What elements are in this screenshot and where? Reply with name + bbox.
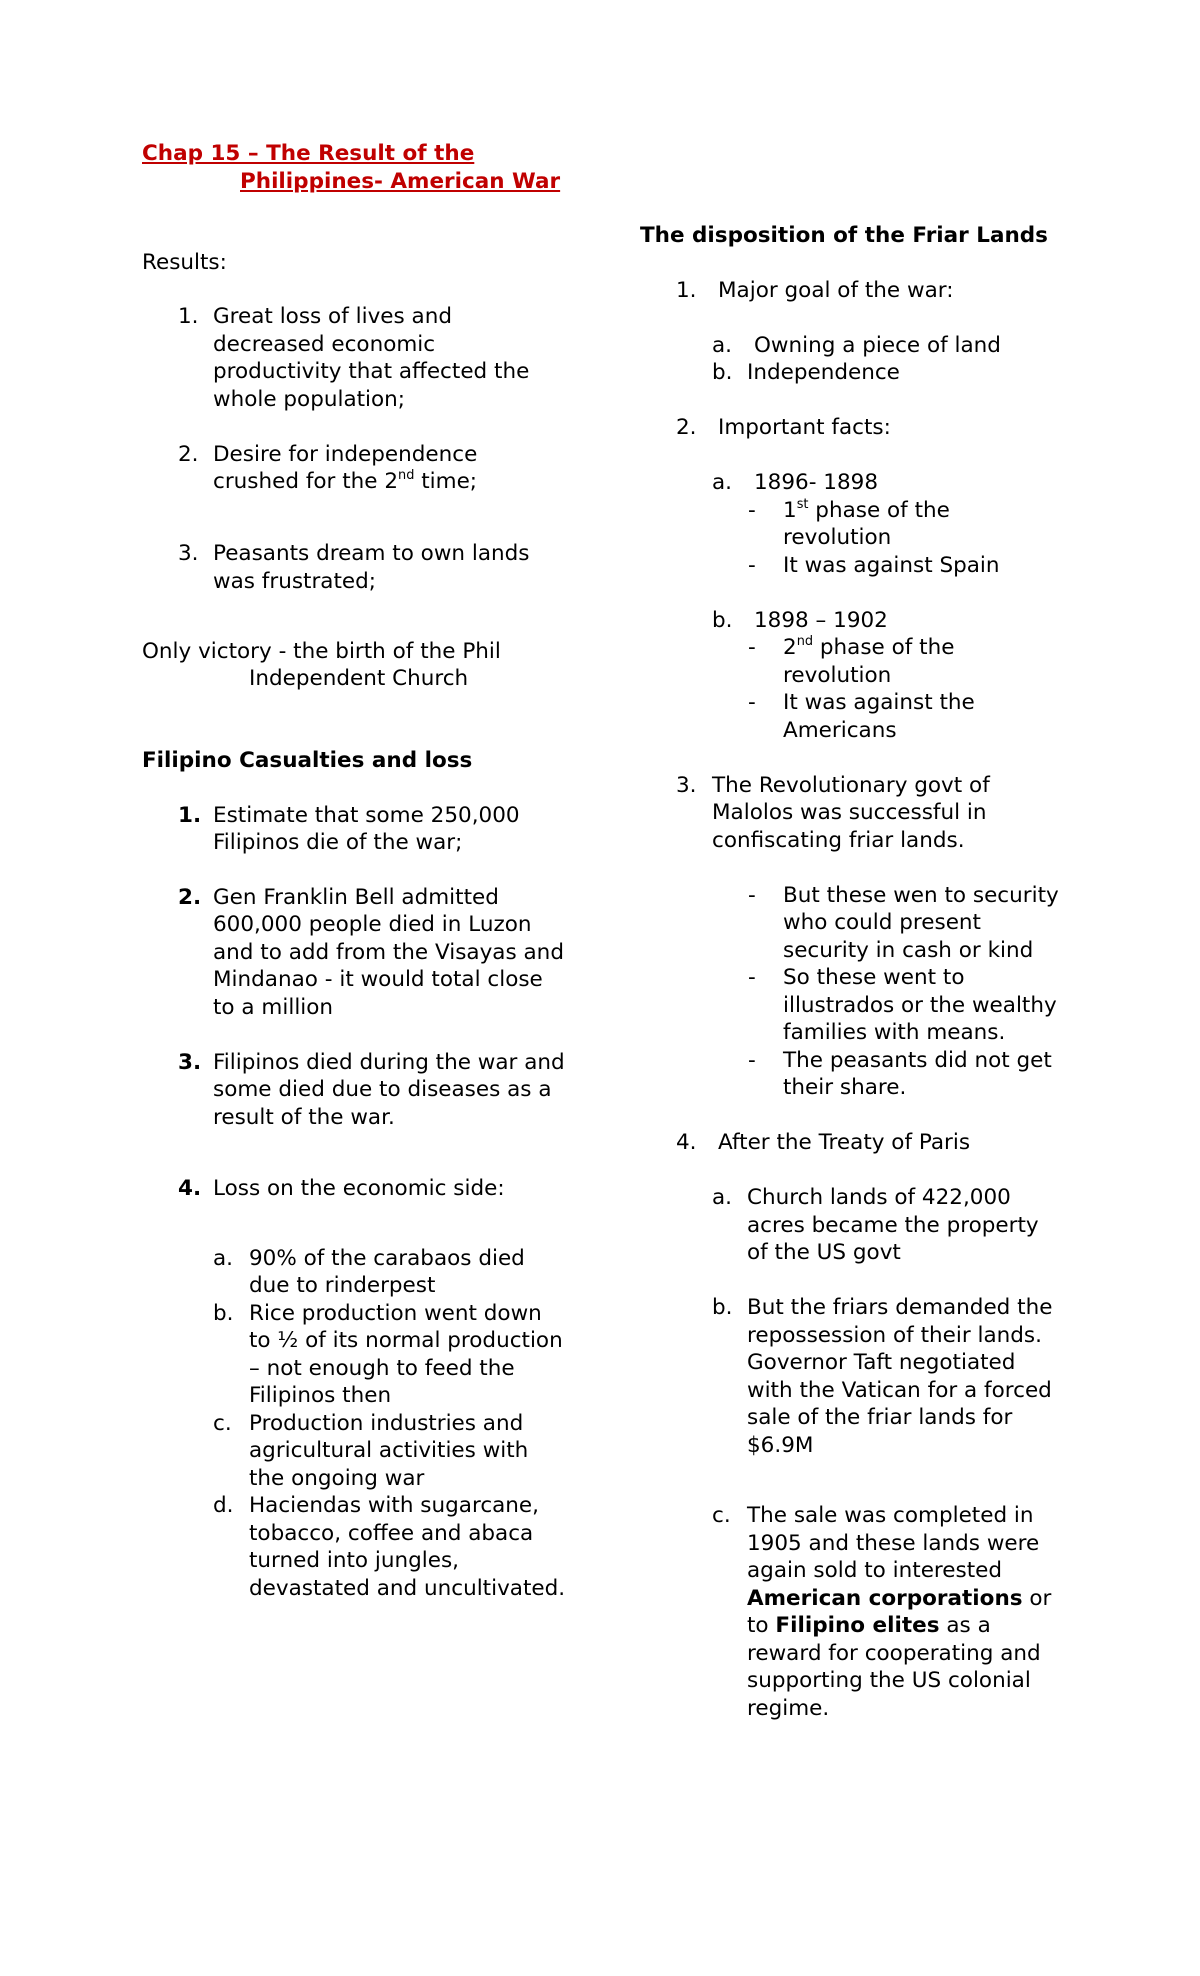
dash: - — [748, 498, 756, 523]
casualties-num-3: 3. — [178, 1050, 202, 1075]
friar-2-a-dash2: It was against Spain — [783, 553, 1000, 578]
results-item-1-line-3: productivity that affected the — [213, 359, 530, 384]
dash: - — [748, 635, 756, 660]
friar-3-dash1-line1: But these wen to security — [783, 883, 1059, 908]
page-title-line-1: Chap 15 – The Result of the — [142, 141, 475, 166]
friar-2-a-text: 1896- 1898 — [754, 470, 879, 495]
friar-3-dash3-line2: their share. — [783, 1075, 907, 1100]
casualties-num-1: 1. — [178, 803, 202, 828]
casualties-item-2-line-2: 600,000 people died in Luzon — [213, 912, 532, 937]
friar-3-line2: Malolos was successful in — [712, 800, 987, 825]
victory-line-2: Independent Church — [249, 666, 469, 691]
casualties-heading: Filipino Casualties and loss — [142, 748, 473, 773]
casualties-item-2-line-5: to a million — [213, 995, 334, 1020]
casualties-item-1-line-1: Estimate that some 250,000 — [213, 803, 520, 828]
friar-2-b-dash2-line1: It was against the — [783, 690, 975, 715]
friar-4-letter-c: c. — [712, 1503, 731, 1528]
casualties-item-3-line-2: some died due to diseases as a — [213, 1077, 552, 1102]
friar-3-dash3-line1: The peasants did not get — [783, 1048, 1052, 1073]
economic-b-line-3: – not enough to feed the — [249, 1356, 515, 1381]
friar-item-2: Important facts: — [718, 415, 891, 440]
friar-num-2: 2. — [676, 415, 697, 440]
economic-b-line-1: Rice production went down — [249, 1301, 542, 1326]
casualties-num-2: 2. — [178, 885, 202, 910]
friar-3-dash2-line1: So these went to — [783, 965, 965, 990]
economic-b-line-4: Filipinos then — [249, 1383, 392, 1408]
casualties-item-4-line-1: Loss on the economic side: — [213, 1176, 505, 1201]
results-num-1: 1. — [178, 304, 199, 329]
economic-a-line-1: 90% of the carabaos died — [249, 1246, 525, 1271]
friar-2-b-dash1-line2: revolution — [783, 663, 892, 688]
friar-2-a-dash1-line1: 1st phase of the — [783, 496, 950, 523]
friar-item-4: After the Treaty of Paris — [718, 1130, 971, 1155]
casualties-item-3-line-1: Filipinos died during the war and — [213, 1050, 565, 1075]
friar-2-b-text: 1898 – 1902 — [754, 608, 888, 633]
friar-3-dash1-line3: security in cash or kind — [783, 938, 1034, 963]
friar-4-letter-b: b. — [712, 1295, 733, 1320]
friar-4-c-line7: supporting the US colonial — [747, 1668, 1031, 1693]
victory-line-1: Only victory - the birth of the Phil — [142, 639, 501, 664]
friar-item-1: Major goal of the war: — [718, 278, 954, 303]
results-item-3-line-1: Peasants dream to own lands — [213, 541, 530, 566]
results-num-2: 2. — [178, 442, 199, 467]
friar-2-letter-a: a. — [712, 470, 733, 495]
friar-3-dash1-line2: who could present — [783, 910, 981, 935]
friar-4-b-line5: sale of the friar lands for — [747, 1405, 1013, 1430]
dash: - — [748, 690, 756, 715]
friar-4-b-line1: But the friars demanded the — [747, 1295, 1053, 1320]
economic-letter-b: b. — [213, 1301, 234, 1326]
economic-c-line-2: agricultural activities with — [249, 1438, 529, 1463]
results-item-1-line-4: whole population; — [213, 387, 406, 412]
friar-2-b-dash1-line1: 2nd phase of the — [783, 633, 955, 660]
friar-4-b-line2: repossession of their lands. — [747, 1323, 1042, 1348]
casualties-item-2-line-3: and to add from the Visayas and — [213, 940, 564, 965]
economic-c-line-1: Production industries and — [249, 1411, 524, 1436]
friar-2-letter-b: b. — [712, 608, 733, 633]
friar-4-a-line1: Church lands of 422,000 — [747, 1185, 1011, 1210]
friar-4-a-line3: of the US govt — [747, 1240, 901, 1265]
friar-2-a-dash1-line2: revolution — [783, 525, 892, 550]
friar-num-1: 1. — [676, 278, 697, 303]
economic-letter-c: c. — [213, 1411, 232, 1436]
economic-d-line-2: tobacco, coffee and abaca — [249, 1521, 534, 1546]
economic-d-line-4: devastated and uncultivated. — [249, 1576, 566, 1601]
friar-3-line3: confiscating friar lands. — [712, 828, 965, 853]
friar-4-c-line4: American corporations or — [747, 1586, 1052, 1611]
friar-1-letter-b: b. — [712, 360, 733, 385]
results-num-3: 3. — [178, 541, 199, 566]
friar-3-line1: The Revolutionary govt of — [712, 773, 990, 798]
friar-4-c-line2: 1905 and these lands were — [747, 1531, 1040, 1556]
friar-4-b-line3: Governor Taft negotiated — [747, 1350, 1016, 1375]
friar-3-dash2-line2: illustrados or the wealthy — [783, 993, 1057, 1018]
friar-4-b-line6: $6.9M — [747, 1433, 814, 1458]
casualties-item-3-line-3: result of the war. — [213, 1105, 395, 1130]
friar-1-letter-a: a. — [712, 333, 733, 358]
friar-4-b-line4: with the Vatican for a forced — [747, 1378, 1052, 1403]
friar-4-c-line6: reward for cooperating and — [747, 1641, 1041, 1666]
friar-3-dash2-line3: families with means. — [783, 1020, 1006, 1045]
results-item-2-line-2: crushed for the 2nd time; — [213, 467, 478, 494]
casualties-num-4: 4. — [178, 1176, 202, 1201]
page-title-line-2: Philippines- American War — [240, 169, 561, 194]
economic-b-line-2: to ½ of its normal production — [249, 1328, 563, 1353]
results-item-2-line-1: Desire for independence — [213, 442, 478, 467]
economic-a-line-2: due to rinderpest — [249, 1273, 436, 1298]
friar-1-b-text: Independence — [747, 360, 900, 385]
dash: - — [748, 553, 756, 578]
results-item-3-line-2: was frustrated; — [213, 569, 377, 594]
friar-4-a-line2: acres became the property — [747, 1213, 1039, 1238]
friar-1-a-text: Owning a piece of land — [754, 333, 1001, 358]
results-item-1-line-2: decreased economic — [213, 332, 436, 357]
friar-4-c-line3: again sold to interested — [747, 1558, 1003, 1583]
casualties-item-2-line-4: Mindanao - it would total close — [213, 967, 543, 992]
dash: - — [748, 965, 756, 990]
economic-d-line-1: Haciendas with sugarcane, — [249, 1493, 539, 1518]
friar-lands-heading: The disposition of the Friar Lands — [640, 223, 1048, 248]
economic-d-line-3: turned into jungles, — [249, 1548, 459, 1573]
friar-4-c-line1: The sale was completed in — [747, 1503, 1034, 1528]
results-item-1-line-1: Great loss of lives and — [213, 304, 452, 329]
dash: - — [748, 883, 756, 908]
friar-4-letter-a: a. — [712, 1185, 733, 1210]
results-label: Results: — [142, 250, 227, 275]
economic-c-line-3: the ongoing war — [249, 1466, 425, 1491]
friar-4-c-line5: to Filipino elites as a — [747, 1613, 991, 1638]
friar-num-3: 3. — [676, 773, 697, 798]
economic-letter-d: d. — [213, 1493, 234, 1518]
economic-letter-a: a. — [213, 1246, 234, 1271]
casualties-item-1-line-2: Filipinos die of the war; — [213, 830, 463, 855]
friar-num-4: 4. — [676, 1130, 697, 1155]
casualties-item-2-line-1: Gen Franklin Bell admitted — [213, 885, 499, 910]
friar-2-b-dash2-line2: Americans — [783, 718, 897, 743]
dash: - — [748, 1048, 756, 1073]
friar-4-c-line8: regime. — [747, 1696, 830, 1721]
